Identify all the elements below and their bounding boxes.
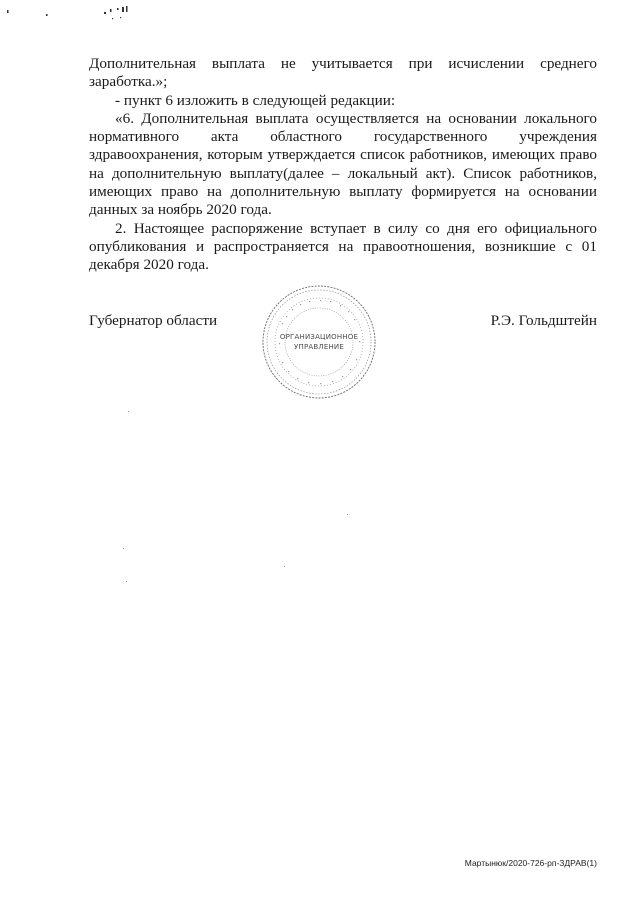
footer-reference: Мартынюк/2020-726-рп-ЗДРАВ(1) xyxy=(464,858,597,868)
paragraph-continuation: Дополнительная выплата не учитывается при исчислении среднего заработка.»; xyxy=(89,55,597,91)
stamp-graphic xyxy=(260,283,378,401)
paragraph-item-6: «6. Дополнительная выплата осуществляется на основании локального нормативного акта областного государственного учреждения здравоохранения, которым утверждается список работников, имеющих право на дополнительную выплату(далее – локальный акт). Список работников, имеющих право на дополнительную выплату формируется на основании данных за ноябрь 2020 года. xyxy=(89,109,597,219)
stamp-line-2: УПРАВЛЕНИЕ xyxy=(294,343,344,351)
document-body xyxy=(89,55,597,275)
paragraph-effective-date: 2. Настоящее распоряжение вступает в силу со дня его официального опубликования и распространяется на правоотношения, возникшие с 01 декабря 2020 года. xyxy=(89,219,597,274)
signatory-position: Губернатор области xyxy=(89,312,218,329)
paragraph-amendment-intro: - пункт 6 изложить в следующей редакции: xyxy=(115,91,396,109)
official-stamp xyxy=(260,283,378,401)
signatory-name: Р.Э. Гольдштейн xyxy=(490,312,597,329)
stamp-line-1: ОРГАНИЗАЦИОННОЕ xyxy=(279,333,359,341)
